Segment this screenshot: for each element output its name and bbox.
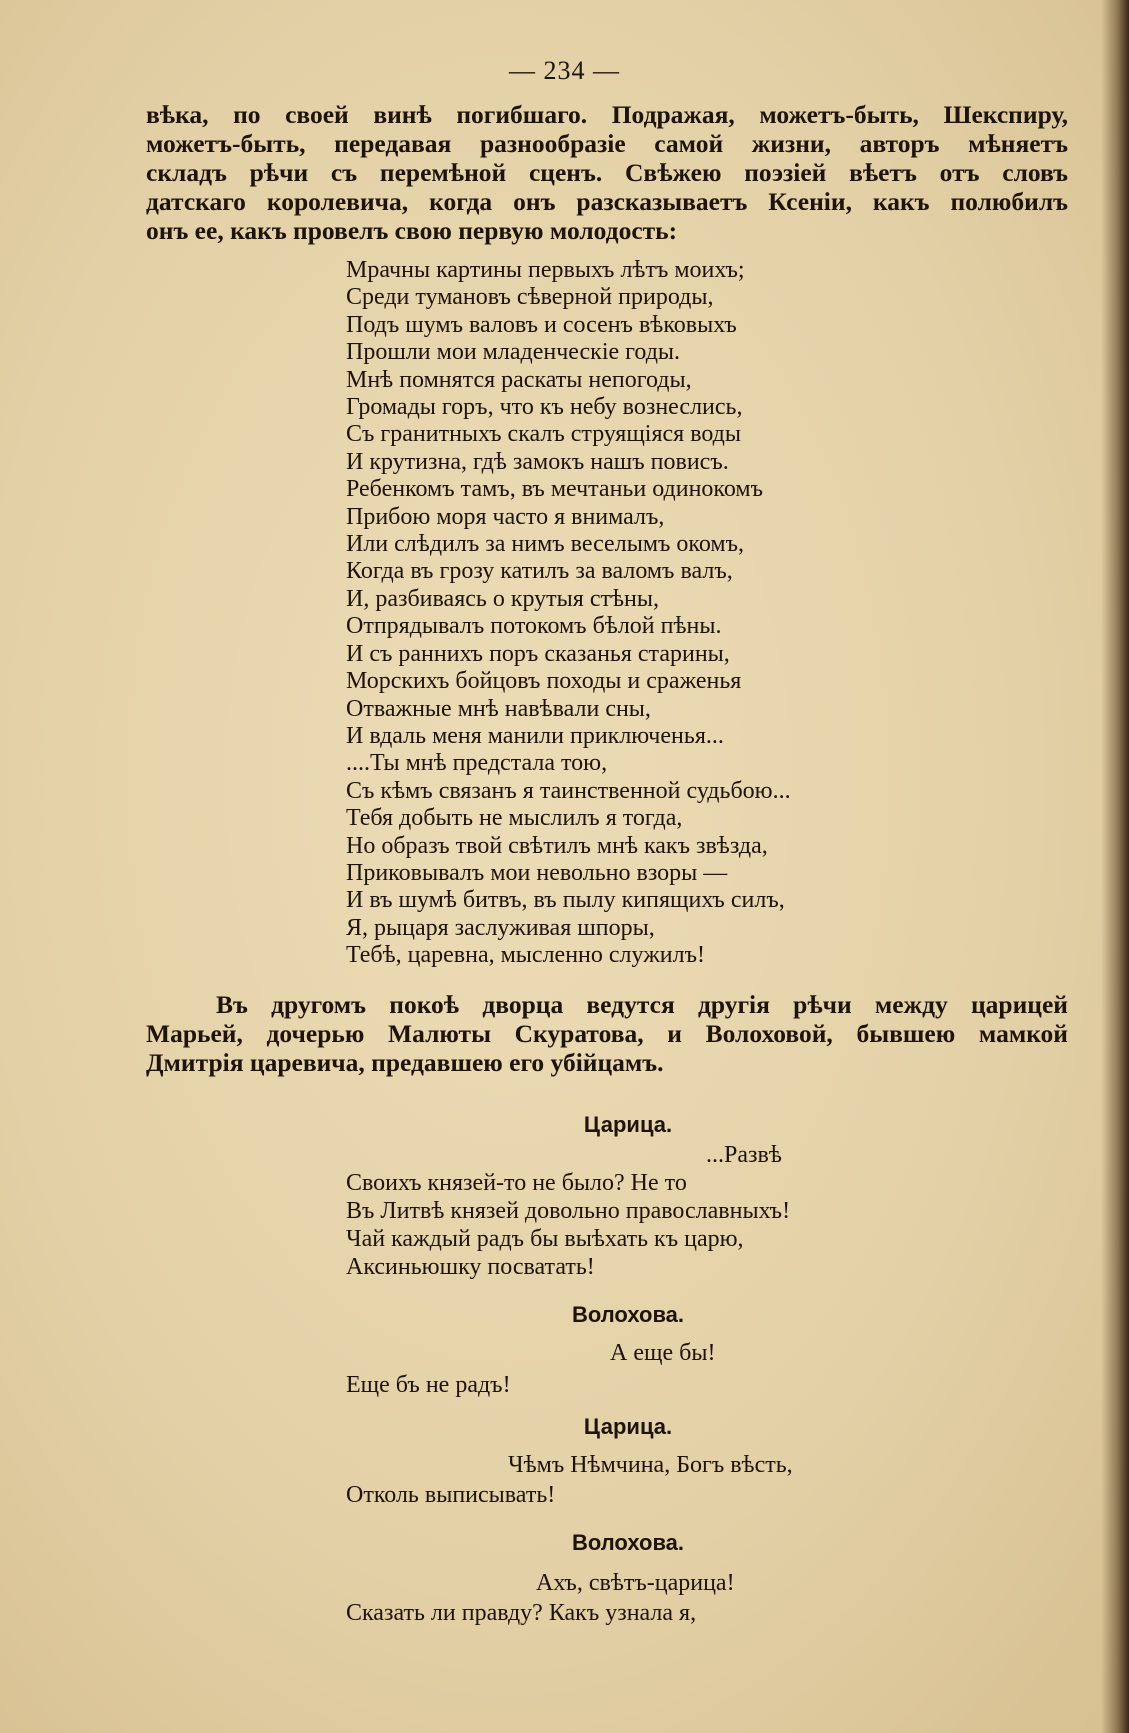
verse-line: Мнѣ помнятся раскаты непогоды, (346, 366, 692, 393)
speech-line: Аксиньюшку посватать! (346, 1253, 595, 1280)
text-line: можетъ-быть, передавая разнообразіе самой жизни, авторъ мѣняетъ (146, 129, 1068, 158)
paragraph-intro (146, 100, 1068, 245)
verse-line: Среди тумановъ сѣверной природы, (346, 284, 714, 311)
speech-line: А еще бы! (610, 1339, 716, 1366)
text-line: датскаго королевича, когда онъ разсказываетъ Ксеніи, какъ полюбилъ (146, 187, 1068, 216)
speaker-name: Волохова. (571, 1301, 685, 1327)
text-line: Въ другомъ покоѣ дворца ведутся другія рѣчи между царицей (216, 989, 1068, 1019)
verse-line: Отважные мнѣ навѣвали сны, (346, 695, 651, 722)
text-line: складъ рѣчи съ перемѣной сценъ. Свѣжею поэзіей вѣетъ отъ словъ (146, 158, 1068, 187)
verse-line: Отпрядывалъ потокомъ бѣлой пѣны. (346, 613, 722, 640)
speech (346, 1141, 1068, 1281)
verse-line: Прибою моря часто я внималъ, (346, 503, 665, 530)
verse-line: Мрачны картины первыхъ лѣтъ моихъ; (346, 257, 745, 283)
speech (346, 1451, 1068, 1509)
speech-line: Ахъ, свѣтъ-царица! (536, 1569, 735, 1596)
speech-line: ...Развѣ (706, 1141, 782, 1168)
speech (346, 1339, 1068, 1399)
verse-line: Приковывалъ мои невольно взоры — (346, 859, 728, 886)
verse-line: И съ раннихъ поръ сказанья старины, (346, 640, 730, 667)
verse-line: Ребенкомъ тамъ, въ мечтаньи одинокомъ (346, 476, 763, 503)
text-line: Дмитрія царевича, предавшею его убійцамъ. (146, 1047, 664, 1077)
verse-block (346, 257, 1068, 970)
speaker-name: Царица. (583, 1111, 673, 1137)
speaker-name: Волохова. (571, 1529, 685, 1555)
speech-line: Отколь выписывать! (346, 1481, 556, 1508)
dialogue-block (146, 1111, 1068, 1627)
speaker-name: Царица. (583, 1413, 673, 1439)
text-line: вѣка, по своей винѣ погибшаго. Подражая, можетъ-быть, Шекспиру, (146, 100, 1068, 129)
verse-line: Съ кѣмъ связанъ я таинственной судьбою... (346, 777, 791, 804)
speech-line: Сказать ли правду? Какъ узнала я, (346, 1599, 697, 1626)
verse-line: И крутизна, гдѣ замокъ нашъ повисъ. (346, 448, 729, 475)
verse-line: Морскихъ бойцовъ походы и сраженья (346, 668, 742, 695)
speech-line: Въ Литвѣ князей довольно православныхъ! (346, 1197, 791, 1224)
verse-line: Прошли мои младенческіе годы. (346, 339, 681, 366)
speech (346, 1569, 1068, 1627)
text-line: Марьей, дочерью Малюты Скуратова, и Волоховой, бывшею мамкой (146, 1018, 1068, 1048)
paragraph-scene (146, 990, 1068, 1077)
verse-line: И, разбиваясь о крутыя стѣны, (346, 585, 659, 612)
page-edge-shadow (1101, 0, 1129, 1733)
speech-line: Еще бъ не радъ! (346, 1371, 511, 1398)
verse-line: Когда въ грозу катилъ за валомъ валъ, (346, 558, 733, 585)
verse-line: Подъ шумъ валовъ и сосенъ вѣковыхъ (346, 311, 737, 338)
text-line: онъ ее, какъ провелъ свою первую молодость: (146, 216, 678, 245)
verse-line: Тебя добыть не мыслилъ я тогда, (346, 805, 683, 832)
verse-line: Тебѣ, царевна, мысленно служилъ! (346, 942, 706, 969)
verse-line: Громады горъ, что къ небу вознеслись, (346, 394, 743, 421)
page-number: — 234 — (509, 56, 620, 85)
verse-line: Я, рыцаря заслуживая шпоры, (346, 914, 655, 941)
speech-line: Своихъ князей-то не было? Не то (346, 1169, 687, 1196)
speech-line: Чай каждый радъ бы выѣхать къ царю, (346, 1225, 744, 1252)
verse-line: ....Ты мнѣ предстала тою, (346, 750, 608, 777)
page-content (146, 100, 1068, 1627)
verse-line: Или слѣдилъ за нимъ веселымъ окомъ, (346, 531, 744, 558)
speech-line: Чѣмъ Нѣмчина, Богъ вѣсть, (508, 1451, 793, 1478)
verse-line: Но образъ твой свѣтилъ мнѣ какъ звѣзда, (346, 832, 768, 859)
verse-line: И въ шумѣ битвъ, въ пылу кипящихъ силъ, (346, 887, 785, 914)
verse-line: Съ гранитныхъ скалъ струящіяся воды (346, 421, 742, 448)
verse-line: И вдаль меня манили приключенья... (346, 722, 724, 749)
